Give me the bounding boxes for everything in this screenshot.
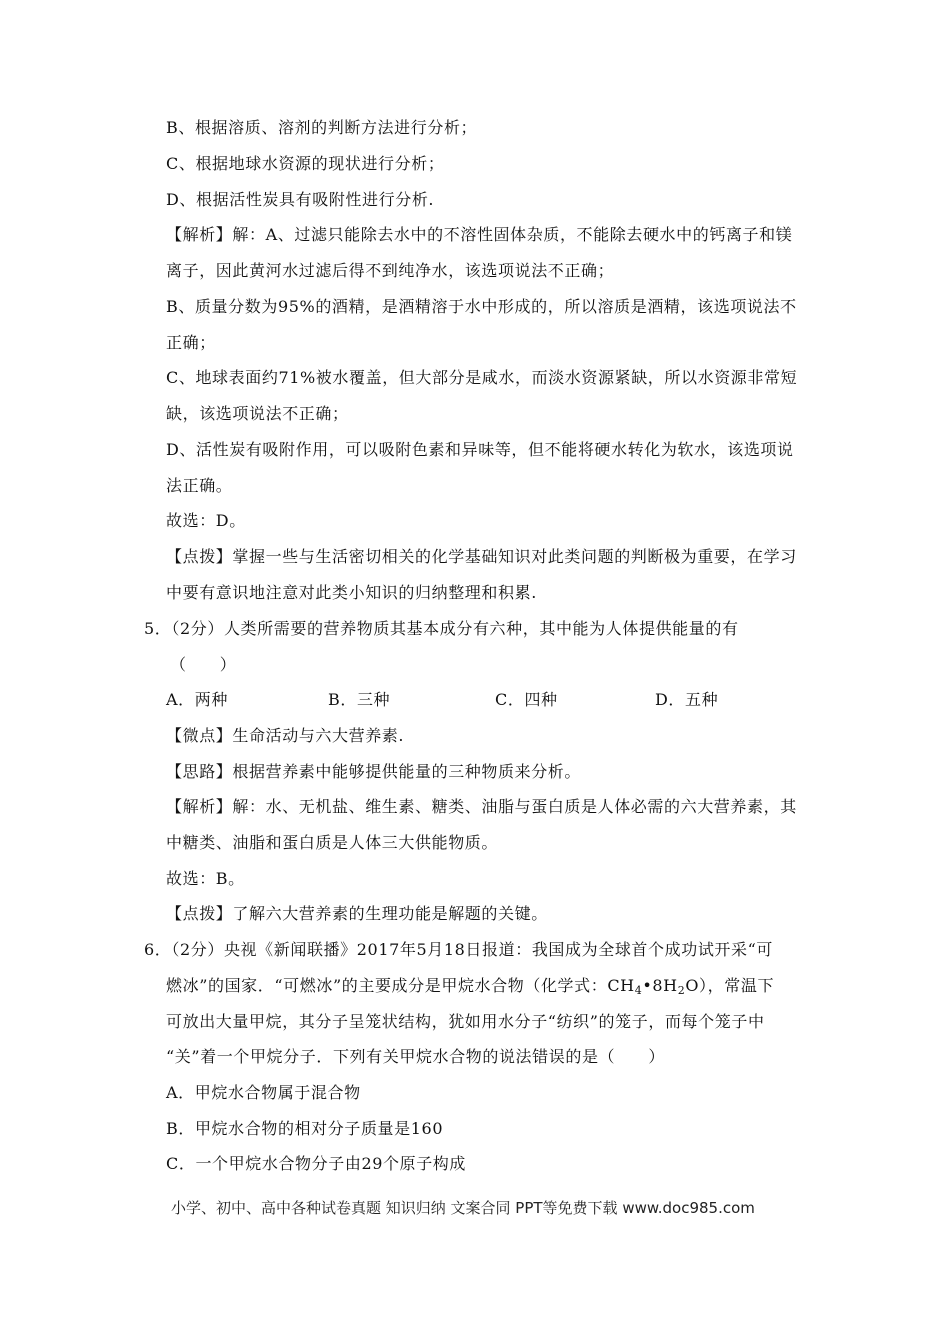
text-line: 可放出大量甲烷，其分子呈笼状结构，犹如用水分子“纺织”的笼子，而每个笼子中: [166, 1012, 765, 1031]
text-line: 中糖类、油脂和蛋白质是人体三大供能物质。: [166, 833, 499, 852]
text-line: 离子，因此黄河水过滤后得不到纯净水，该选项说法不正确；: [166, 261, 615, 280]
question-6-option-c: C．一个甲烷水合物分子由29个原子构成: [166, 1154, 467, 1173]
text-line: 【思路】根据营养素中能够提供能量的三种物质来分析。: [166, 762, 582, 781]
text-line: 【解析】解：A、过滤只能除去水中的不溶性固体杂质，不能除去硬水中的钙离子和镁: [166, 225, 793, 244]
text-line: 【解析】解：水、无机盐、维生素、糖类、油脂与蛋白质是人体必需的六大营养素，其: [166, 797, 797, 816]
page-footer: 小学、初中、高中各种试卷真题 知识归纳 文案合同 PPT等免费下载 www.doc985.com: [171, 1199, 755, 1217]
text-line: 正确；: [166, 333, 216, 352]
text-line: B、根据溶质、溶剂的判断方法进行分析；: [166, 118, 478, 137]
text-line: 【点拨】了解六大营养素的生理功能是解题的关键。: [166, 904, 548, 923]
text-line: C、根据地球水资源的现状进行分析；: [166, 154, 445, 173]
text-line: 故选：D。: [166, 511, 246, 530]
question-6-option-a: A．甲烷水合物属于混合物: [166, 1083, 361, 1102]
text-line: D、活性炭有吸附作用，可以吸附色素和异味等，但不能将硬水转化为软水，该选项说: [166, 440, 794, 459]
text-line: C、地球表面约71%被水覆盖，但大部分是咸水，而淡水资源紧缺，所以水资源非常短: [166, 368, 798, 387]
question-5-option-b: B．三种: [328, 690, 391, 709]
text-line: 法正确。: [166, 476, 233, 495]
text-segment: •8H: [642, 976, 678, 995]
text-segment: O），常温下: [685, 976, 775, 995]
text-segment: 燃冰”的国家．“可燃冰”的主要成分是甲烷水合物（化学式：CH: [166, 976, 635, 995]
question-5-option-c: C．四种: [495, 690, 558, 709]
subscript: 4: [634, 984, 643, 997]
text-line: 【点拨】掌握一些与生活密切相关的化学基础知识对此类问题的判断极为重要，在学习: [166, 547, 797, 566]
question-5-stem: 5．（2分）人类所需要的营养物质其基本成分有六种，其中能为人体提供能量的有: [144, 619, 739, 638]
question-6-option-b: B．甲烷水合物的相对分子质量是160: [166, 1119, 444, 1138]
text-line: D、根据活性炭具有吸附性进行分析.: [166, 190, 435, 209]
text-line: “关”着一个甲烷分子．下列有关甲烷水合物的说法错误的是（ ）: [166, 1047, 665, 1066]
text-line: B、质量分数为95%的酒精，是酒精溶于水中形成的，所以溶质是酒精，该选项说法不: [166, 297, 797, 316]
question-5-blank: （ ）: [170, 655, 237, 674]
text-line: 故选：B。: [166, 869, 245, 888]
question-6-stem: 6．（2分）央视《新闻联播》2017年5月18日报道：我国成为全球首个成功试开采“可: [144, 940, 773, 959]
question-5-option-a: A．两种: [166, 690, 228, 709]
question-5-option-d: D．五种: [655, 690, 719, 709]
question-6-formula-line: [166, 976, 774, 1001]
text-line: 【微点】生命活动与六大营养素.: [166, 726, 405, 745]
text-line: 中要有意识地注意对此类小知识的归纳整理和积累.: [166, 583, 537, 602]
subscript: 2: [677, 984, 686, 997]
text-line: 缺，该选项说法不正确；: [166, 404, 349, 423]
